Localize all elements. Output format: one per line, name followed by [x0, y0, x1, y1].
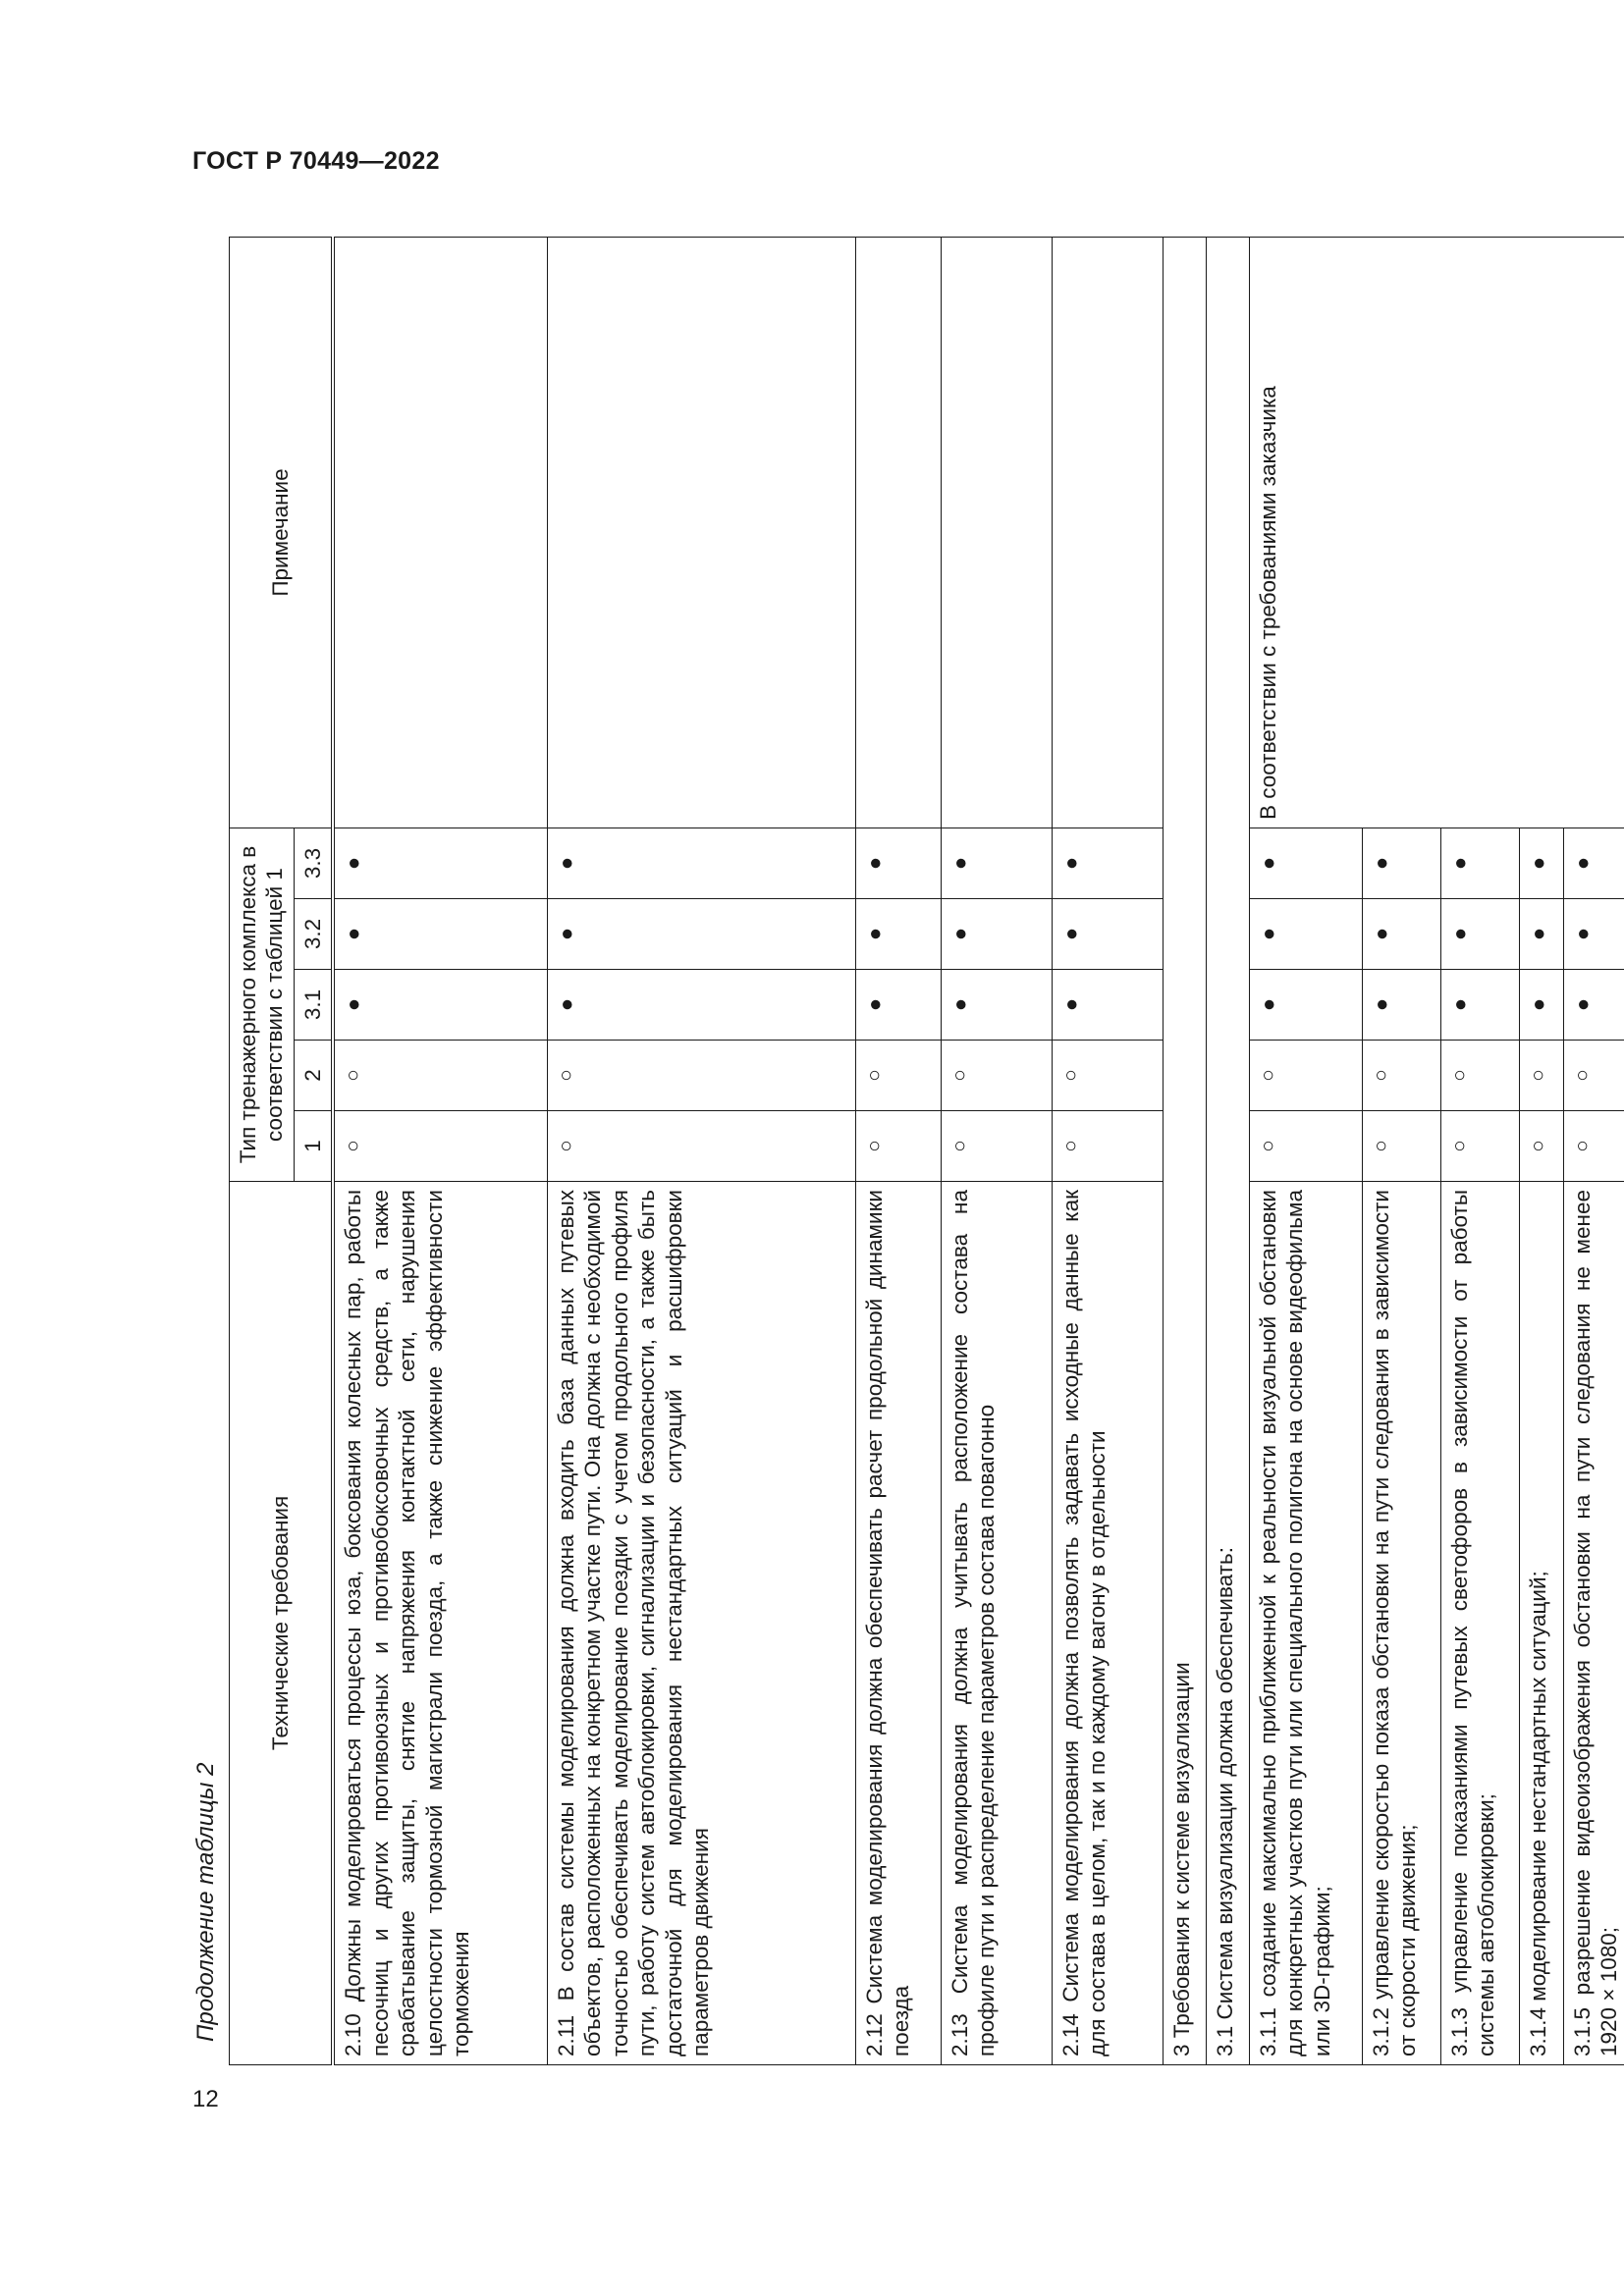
- header-type-3-1: 3.1: [294, 970, 333, 1041]
- page-number: 12: [192, 2086, 219, 2112]
- mark-type-3-1: ●: [1249, 970, 1362, 1041]
- mark-type-1: ○: [1563, 1111, 1624, 1182]
- table-row: [547, 238, 855, 2065]
- mark-type-2: ○: [1563, 1041, 1624, 1111]
- requirement-text: 3.1.5 разрешение видеоизображения обстановки на пути следования не менее 1920 × 1080;: [1563, 1182, 1624, 2065]
- mark-type-3-1: ●: [1052, 970, 1163, 1041]
- mark-type-3-2: ●: [855, 899, 941, 970]
- mark-type-3-3: ●: [1519, 828, 1563, 899]
- mark-type-2: ○: [1519, 1041, 1563, 1111]
- header-type-1: 1: [294, 1111, 333, 1182]
- note-customer-requirements: В соответствии с требованиями заказчика: [1249, 238, 1624, 828]
- mark-type-3-3: ●: [333, 828, 547, 899]
- requirement-text: 3.1.1 создание максимально приближенной к реальности визуальной обстановки для конкретных участков пути или специального полигона на основе видеофильма или 3D-графики;: [1249, 1182, 1362, 2065]
- requirement-text: 2.13 Система моделирования должна учитывать расположение состава на профиле пути и распределение параметров состава повагонно: [941, 1182, 1052, 2065]
- table-row: [1249, 238, 1362, 2065]
- mark-type-2: ○: [1052, 1041, 1163, 1111]
- mark-type-3-3: ●: [1052, 828, 1163, 899]
- mark-type-3-1: ●: [941, 970, 1052, 1041]
- mark-type-3-2: ●: [1563, 899, 1624, 970]
- mark-type-3-1: ●: [333, 970, 547, 1041]
- note-cell: [855, 238, 941, 828]
- requirement-text: 2.11 В состав системы моделирования должна входить база данных путевых объектов, расположенных на конкретном участке пути. Она должна с необходимой точностью обеспечивать моделирование поездки с учетом продольного профиля пути, работу систем автоблокировки, сигнализации и безопасности, а также быть достаточной для моделирования нестандартных ситуаций и расшифровки параметров движения: [547, 1182, 855, 2065]
- mark-type-1: ○: [941, 1111, 1052, 1182]
- mark-type-3-2: ●: [547, 899, 855, 970]
- mark-type-1: ○: [547, 1111, 855, 1182]
- section-heading-visualization-list: 3.1 Система визуализации должна обеспечивать:: [1206, 238, 1249, 2065]
- note-cell: [547, 238, 855, 828]
- mark-type-3-3: ●: [1440, 828, 1519, 899]
- mark-type-3-1: ●: [547, 970, 855, 1041]
- mark-type-3-3: ●: [855, 828, 941, 899]
- mark-type-1: ○: [333, 1111, 547, 1182]
- mark-type-2: ○: [855, 1041, 941, 1111]
- requirement-text: 3.1.3 управление показаниями путевых светофоров в зависимости от работы системы автоблокировки;: [1440, 1182, 1519, 2065]
- mark-type-3-3: ●: [547, 828, 855, 899]
- mark-type-3-2: ●: [1052, 899, 1163, 970]
- mark-type-2: ○: [1440, 1041, 1519, 1111]
- mark-type-3-2: ●: [941, 899, 1052, 970]
- table-caption: Продолжение таблицы 2: [192, 1762, 219, 2042]
- mark-type-3-2: ●: [1249, 899, 1362, 970]
- mark-type-2: ○: [1249, 1041, 1362, 1111]
- mark-type-2: ○: [547, 1041, 855, 1111]
- mark-type-2: ○: [941, 1041, 1052, 1111]
- requirement-text: 3.1.2 управление скоростью показа обстановки на пути следования в зависимости от скорости движения;: [1362, 1182, 1440, 2065]
- header-type-3-3: 3.3: [294, 828, 333, 899]
- table-row: [1052, 238, 1163, 2065]
- mark-type-3-1: ●: [1440, 970, 1519, 1041]
- requirement-text: 2.12 Система моделирования должна обеспечивать расчет продольной динамики поезда: [855, 1182, 941, 2065]
- mark-type-1: ○: [1519, 1111, 1563, 1182]
- header-type-group: Тип тренажерного комплекса в соответствии с таблицей 1: [230, 828, 295, 1182]
- header-note: Примечание: [230, 238, 334, 828]
- mark-type-3-1: ●: [855, 970, 941, 1041]
- document-code: ГОСТ Р 70449—2022: [192, 147, 440, 175]
- mark-type-3-2: ●: [1519, 899, 1563, 970]
- header-requirements: Технические требования: [230, 1182, 334, 2065]
- mark-type-3-3: ●: [1362, 828, 1440, 899]
- section-row: [1206, 238, 1249, 2065]
- mark-type-1: ○: [1440, 1111, 1519, 1182]
- header-type-3-2: 3.2: [294, 899, 333, 970]
- mark-type-1: ○: [855, 1111, 941, 1182]
- mark-type-3-1: ●: [1519, 970, 1563, 1041]
- mark-type-3-2: ●: [1440, 899, 1519, 970]
- mark-type-2: ○: [1362, 1041, 1440, 1111]
- note-cell: [1052, 238, 1163, 828]
- section-heading-visualization: 3 Требования к системе визуализации: [1163, 238, 1206, 2065]
- mark-type-3-1: ●: [1563, 970, 1624, 1041]
- header-type-2: 2: [294, 1041, 333, 1111]
- table-row: [941, 238, 1052, 2065]
- mark-type-1: ○: [1362, 1111, 1440, 1182]
- mark-type-3-1: ●: [1362, 970, 1440, 1041]
- section-row: [1163, 238, 1206, 2065]
- note-cell: [333, 238, 547, 828]
- requirement-text: 2.14 Система моделирования должна позволять задавать исходные данные как для состава в целом, так и по каждому вагону в отдельности: [1052, 1182, 1163, 2065]
- mark-type-3-2: ●: [333, 899, 547, 970]
- mark-type-1: ○: [1249, 1111, 1362, 1182]
- mark-type-3-3: ●: [1249, 828, 1362, 899]
- mark-type-3-3: ●: [1563, 828, 1624, 899]
- requirement-text: 3.1.4 моделирование нестандартных ситуаций;: [1519, 1182, 1563, 2065]
- table-row: [333, 238, 547, 2065]
- mark-type-3-3: ●: [941, 828, 1052, 899]
- mark-type-3-2: ●: [1362, 899, 1440, 970]
- mark-type-2: ○: [333, 1041, 547, 1111]
- table-row: [855, 238, 941, 2065]
- requirements-table: [229, 237, 1624, 2065]
- requirements-table-rotated: [229, 238, 1622, 2065]
- mark-type-1: ○: [1052, 1111, 1163, 1182]
- requirement-text: 2.10 Должны моделироваться процессы юза, боксования колесных пар, работы песочниц и других противоюзных и противобоксовочных средств, а также срабатывание защиты, снятие напряжения контактной сети, нарушения целостности тормозной магистрали поезда, а также снижение эффективности торможения: [333, 1182, 547, 2065]
- note-cell: [941, 238, 1052, 828]
